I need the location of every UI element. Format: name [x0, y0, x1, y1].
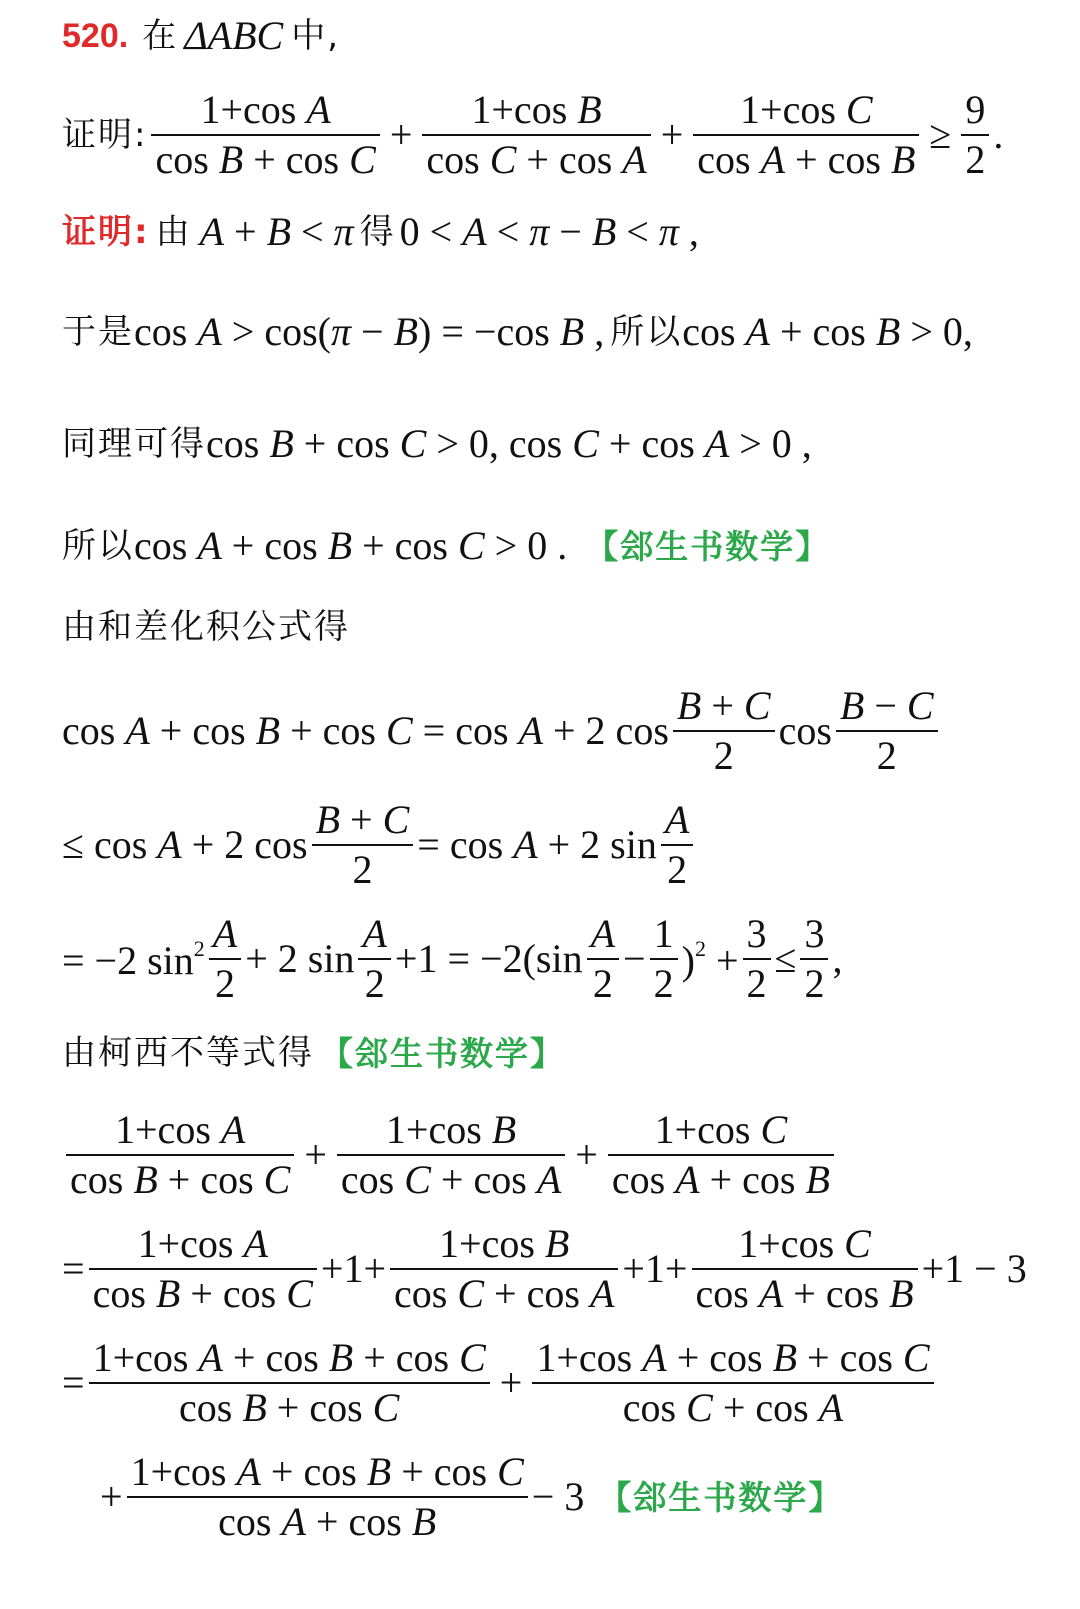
proof-line-3: 同理可得 cos B + cos C > 0, cos C + cos A > 0 ,	[62, 421, 812, 466]
statement-fraction-1: $\frac{\text{1+cos A}}{\text{cos B + cos C}}$	[151, 86, 379, 184]
statement-fraction-9-2: $\frac{9}{2}$	[961, 86, 989, 184]
proof-line-5	[62, 607, 350, 647]
text-tongli: 同理可得	[62, 424, 206, 464]
statement-line: 证明: $\frac{\text{1+cos A}}{\text{cos B + cos C}}$ + $\frac{\text{1+cos B}}{\text{cos C + cos A}}$ + $\frac{\text{1+cos C}}{\text{cos A + cos B}}$ ≥ $\frac{9}{2}$ .	[62, 87, 1004, 182]
problem-intro: 在	[142, 16, 179, 56]
proof-line-11: = $\frac{\text{1+cos A}}{\text{cos B + cos C}}$ +1+ $\frac{\text{1+cos B}}{\text{cos C + cos A}}$ +1+ $\frac{\text{1+cos C}}{\text{cos A + cos B}}$ +1 − 3	[62, 1221, 1027, 1316]
watermark-3: 【郐生书数学】	[598, 1477, 844, 1517]
proof-line-1: 证明: 由 A + B < π 得 0 < A < π − B < π ,	[62, 209, 699, 254]
proof-label: 证明:	[62, 212, 150, 252]
text-you: 由	[155, 212, 192, 252]
proof-line-10: $\frac{\text{1+cos A}}{\text{cos B + cos C}}$ + $\frac{\text{1+cos B}}{\text{cos C + cos A}}$ + $\frac{\text{1+cos C}}{\text{cos A + cos B}}$	[62, 1106, 838, 1204]
proof-line-4: 所以 cos A + cos B + cos C > 0 . 【郐生书数学】	[62, 523, 831, 568]
problem-intro-end: 中,	[291, 16, 341, 56]
text-kexi: 由柯西不等式得	[62, 1033, 314, 1073]
proof-line-8: = −2 $\sin^2$ $\frac{A}{2}$ + 2 sin $\frac{A}{2}$ +1 = −2(sin $\frac{A}{2}$ − $\frac{1}{2}$ )$^2$ + $\frac{3}{2}$ ≤ $\frac{3}{2}$ ,	[62, 911, 843, 1006]
proof-line-13: + $\frac{\text{1+cos A + cos B + cos C}}{\text{cos A + cos B}}$ − 3 【郐生书数学】	[100, 1449, 844, 1544]
proof-line-12: = $\frac{\text{1+cos A + cos B + cos C}}{\text{cos B + cos C}}$ + $\frac{\text{1+cos A + cos B + cos C}}{\text{cos C + cos A}}$	[62, 1334, 938, 1432]
problem-header	[62, 13, 341, 58]
prove-label: 证明:	[62, 115, 148, 155]
text-suoyi2: 所以	[62, 526, 134, 566]
proof-line-6: cos A + cos B + cos C = cos A + 2 cos $\frac{B + C}{2}$ cos $\frac{B - C}{2}$	[62, 682, 942, 780]
statement-fraction-2: $\frac{\text{1+cos B}}{\text{cos C + cos A}}$	[422, 86, 650, 184]
watermark-1: 【郐生书数学】	[585, 526, 831, 566]
problem-number: 520.	[62, 17, 129, 55]
proof-line-9	[62, 1033, 565, 1073]
watermark-2: 【郐生书数学】	[320, 1033, 565, 1073]
statement-fraction-3: $\frac{\text{1+cos C}}{\text{cos A + cos B}}$	[693, 86, 919, 184]
text-de: 得	[359, 212, 396, 252]
triangle-label: ΔABC	[184, 13, 284, 58]
text-yushi: 于是	[62, 312, 134, 352]
proof-line-2: 于是 cos A > cos(π − B) = −cos B , 所以 cos A + cos B > 0,	[62, 309, 973, 354]
proof-line-7: ≤ cos A + 2 cos $\frac{B + C}{2}$ = cos A + 2 sin $\frac{A}{2}$	[62, 796, 697, 894]
text-suoyi: 所以	[610, 312, 683, 352]
text-hecha: 由和差化积公式得	[62, 607, 350, 647]
